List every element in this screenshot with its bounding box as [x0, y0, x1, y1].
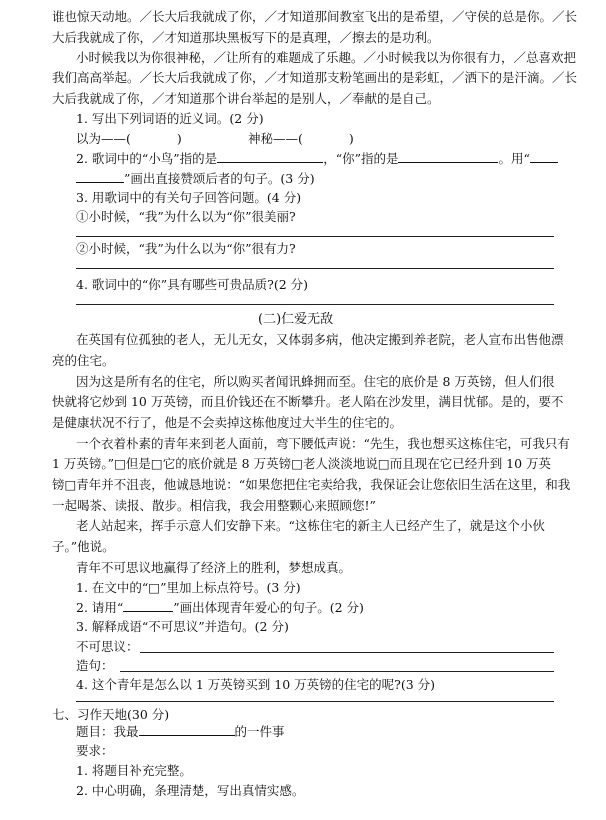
question: 4. 这个青年是怎么以 1 万英镑买到 10 万英镑的住宅的呢?(3 分) [76, 676, 436, 692]
requirement-item: 1. 将题目补充完整。 [76, 762, 192, 778]
topic-text: 的一件事 [234, 723, 285, 739]
passage-heading: (二)仁爱无敌 [258, 312, 334, 328]
passage-line: 一个衣着朴素的青年来到老人面前，弯下腰低声说：“先生，我也想买这栋住宅，可我只有 [76, 435, 570, 451]
essay-topic [76, 723, 285, 740]
lyric-line: 大后我就成了你，／才知道那个讲台举起的是别人，／奉献的是自己。 [52, 90, 440, 106]
question-4: 4. 歌词中的“你”具有哪些可贵品质?(2 分) [76, 277, 309, 293]
question-3: 3. 用歌词中的有关句子回答问题。(4 分) [76, 189, 302, 205]
q2-text: ”画出直接赞颂后者的句子。(3 分) [124, 171, 315, 187]
underline-sample [76, 170, 124, 183]
passage-line: 子。”他说。 [52, 539, 115, 555]
synonym-label: 以为——( [76, 130, 131, 146]
passage-line: 一起喝茶、读报、散步。相信我，我会用整颗心来照顾您!” [52, 497, 376, 513]
answer-line[interactable] [120, 671, 554, 672]
question-2 [76, 150, 558, 167]
lyric-line: 小时候我以为你很神秘，／让所有的难题成了乐趣。／小时候我以为你很有力，／总喜欢把 [76, 50, 577, 66]
answer-line[interactable] [76, 236, 554, 237]
answer-line[interactable] [76, 701, 554, 702]
q-text: ”画出体现青年爱心的句子。(2 分) [173, 600, 364, 616]
answer-line[interactable] [76, 268, 554, 269]
underline-sample [530, 150, 558, 163]
synonym-item [248, 131, 354, 147]
passage-line: 是健康状况不行了，他是不会卖掉这栋他度过大半生的住宅的。 [52, 414, 403, 430]
sub-question: ②小时候，“我”为什么以为“你”很有力? [76, 241, 296, 257]
question-2-cont [76, 170, 315, 187]
lyric-line: 谁也惊天动地。／长大后我就成了你，／才知道那间教室飞出的是希望，／守侯的总是你。／长 [52, 9, 578, 24]
sentence-label: 造句： [76, 657, 114, 673]
passage-line: 在英国有位孤独的老人，无儿无女，又体弱多病，他决定搬到养老院，老人宣布出售他漂 [76, 332, 564, 348]
question: 3. 解释成语“不可思议”并造句。(2 分) [76, 619, 289, 635]
underline-sample [123, 599, 173, 612]
question: 1. 在文中的“□”里加上标点符号。(3 分) [76, 579, 301, 595]
answer-blank[interactable] [398, 150, 498, 163]
answer-line[interactable] [76, 304, 554, 305]
passage-line: 1 万英镑。”□但是□它的底价就是 8 万英镑□老人淡淡地说□而且现在它已经升到 10 万英 [52, 456, 552, 472]
requirements-label: 要求： [76, 742, 114, 758]
requirement-item: 2. 中心明确，条理清楚，写出真情实感。 [76, 782, 305, 798]
section-heading: 七、习作天地(30 分) [52, 707, 170, 723]
synonym-label: 神秘——( [248, 130, 303, 146]
lyric-line: 我们高高举起。／长大后我就成了你，／才知道那支粉笔画出的是彩虹，／洒下的是汗滴。／长 [52, 70, 578, 86]
q2-text: ，“你”指的是 [323, 151, 399, 167]
paren-close: ) [176, 130, 182, 146]
passage-line: 老人站起来，挥手示意人们安静下来。“这栋住宅的新主人已经产生了，就是这个小伙 [76, 518, 545, 534]
passage-line: 亮的住宅。 [52, 352, 115, 368]
paren-close: ) [348, 130, 354, 146]
topic-text: 题目：我最 [76, 723, 139, 739]
answer-blank[interactable] [217, 150, 323, 163]
answer-line[interactable] [140, 652, 554, 653]
passage-line: 青年不可思议地赢得了经济上的胜利，梦想成真。 [76, 559, 352, 575]
q2-text: 2. 歌词中的“小鸟”指的是 [76, 151, 218, 167]
sub-question: ①小时候，“我”为什么以为“你”很美丽? [76, 208, 296, 224]
passage-line: 快就将它炒到 10 万英镑，而且价钱还在不断攀升。老人陷在沙发里，满目忧郁。是的，要不 [52, 394, 564, 410]
question [76, 599, 364, 616]
q-text: 2. 请用“ [76, 600, 124, 616]
synonym-item [76, 131, 182, 147]
question-1: 1. 写出下列词语的近义词。(2 分) [76, 110, 264, 126]
lyric-line: 大后我就成了你，／才知道那块黑板写下的是真理，／擦去的是功利。 [52, 29, 440, 45]
passage-line: 镑□青年并不沮丧，他诚恳地说：“如果您把住宅卖给我，我保证会让您依旧生活在这里，和我 [52, 477, 571, 492]
topic-blank[interactable] [139, 723, 235, 736]
passage-line: 因为这是所有名的住宅，所以购买者闻讯蜂拥而至。住宅的底价是 8 万英镑，但人们很 [76, 373, 555, 389]
idiom-label: 不可思议： [76, 639, 139, 654]
q2-text: 。用“ [498, 151, 530, 167]
